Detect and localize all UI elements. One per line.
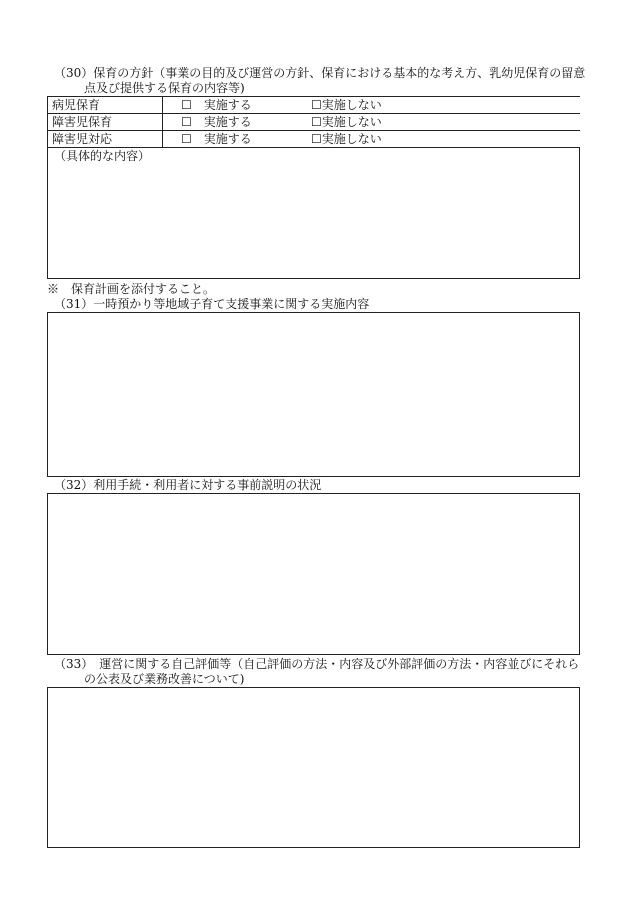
table-row: [48, 114, 581, 131]
section-33-heading-line1: （33） 運営に関する自己評価等（自己評価の方法・内容及び外部評価の方法・内容並びにそれら: [54, 657, 580, 671]
section-32-textarea[interactable]: [47, 493, 580, 655]
section-30-heading-line1: （30）保育の方針（事業の目的及び運営の方針、保育における基本的な考え方、乳幼児保育の留意: [54, 66, 586, 80]
section-30-heading-line2: 点及び提供する保育の内容等): [84, 81, 245, 95]
checkbox-disabled-child-support-implement[interactable]: ☐ 実施する: [181, 132, 252, 146]
checkbox-sick-child-care-not-implement[interactable]: ☐実施しない: [311, 98, 382, 112]
section-32-heading: （32）利用手続・利用者に対する事前説明の状況: [54, 478, 322, 492]
attachment-note: ※ 保育計画を添付すること。: [47, 282, 216, 296]
option-label-disabled-child-care: 障害児保育: [48, 114, 163, 131]
section-30-details-textarea[interactable]: [47, 148, 580, 279]
checkbox-disabled-child-support-not-implement[interactable]: ☐実施しない: [311, 132, 382, 146]
section-33-textarea[interactable]: [47, 687, 580, 848]
table-row: [48, 131, 581, 148]
section-31-heading: （31）一時預かり等地域子育て支援事業に関する実施内容: [54, 297, 370, 311]
checkbox-disabled-child-care-implement[interactable]: ☐ 実施する: [181, 115, 252, 129]
section-33-heading-line2: の公表及び業務改善について): [84, 672, 245, 686]
checkbox-sick-child-care-implement[interactable]: ☐ 実施する: [181, 98, 252, 112]
checkbox-disabled-child-care-not-implement[interactable]: ☐実施しない: [311, 115, 382, 129]
option-label-sick-child-care: 病児保育: [48, 97, 163, 114]
table-row: [48, 97, 581, 114]
care-options-table: [47, 96, 580, 148]
details-label: （具体的な内容）: [54, 149, 151, 163]
section-31-textarea[interactable]: [47, 312, 580, 477]
option-label-disabled-child-support: 障害児対応: [48, 131, 163, 148]
